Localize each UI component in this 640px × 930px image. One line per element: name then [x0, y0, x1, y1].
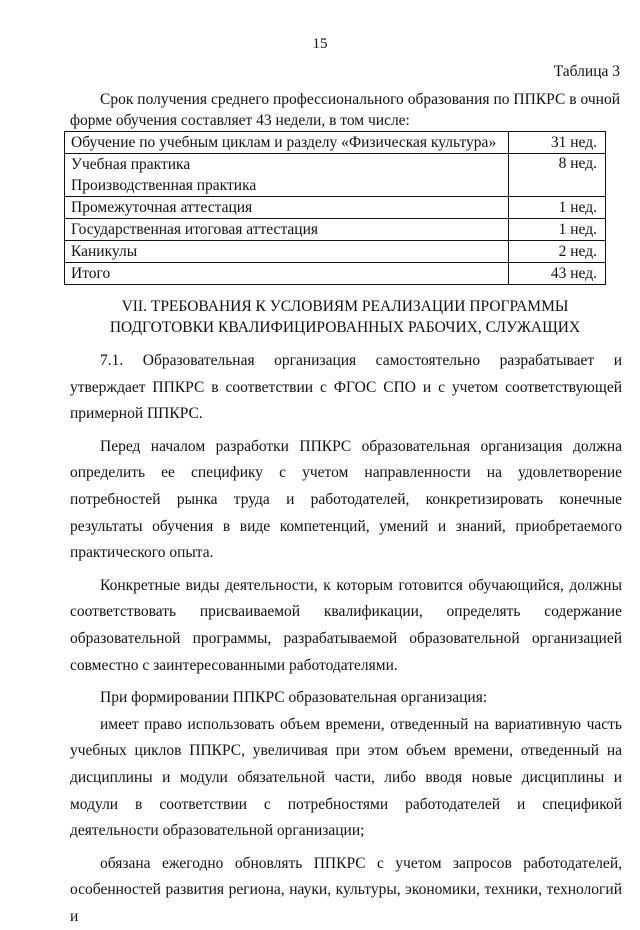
table-cell-name: Обучение по учебным циклам и разделу «Физическая культура»: [65, 132, 509, 154]
table-cell-value: 1 нед.: [509, 219, 606, 241]
section-heading-line: VII. ТРЕБОВАНИЯ К УСЛОВИЯМ РЕАЛИЗАЦИИ ПРОГРАММЫ: [121, 298, 569, 315]
table-row: [65, 154, 606, 176]
table-label: Таблица 3: [553, 63, 620, 80]
paragraph: 7.1. Образовательная организация самостоятельно разрабатывает и утверждает ППКРС в соответствии с ФГОС СПО и с учетом соответствующей примерной ППКРС.: [70, 352, 622, 423]
paragraph: обязана ежегодно обновлять ППКРС с учетом запросов работодателей, особенностей развития региона, науки, культуры, экономики, техники, технологий и: [70, 854, 622, 925]
table-row: [65, 132, 606, 154]
section-heading-line: ПОДГОТОВКИ КВАЛИФИЦИРОВАННЫХ РАБОЧИХ, СЛУЖАЩИХ: [109, 319, 581, 336]
paragraph: Конкретные виды деятельности, к которым готовится обучающийся, должны соответствовать присваиваемой квалификации, определять содержание образовательной программы, разрабатываемой образовательной организацией совместно с заинтересованными работодателями.: [70, 576, 622, 674]
table-cell-name: Учебная практика: [65, 154, 509, 176]
table-cell-name: Государственная итоговая аттестация: [65, 219, 509, 241]
table-cell-name: Каникулы: [65, 241, 509, 263]
table-cell-value: 31 нед.: [509, 132, 606, 154]
table-cell-name: Промежуточная аттестация: [65, 197, 509, 219]
paragraph: При формировании ППКРС образовательная организация:: [100, 689, 488, 707]
table-row: [65, 219, 606, 241]
intro-paragraph: Срок получения среднего профессионального образования по ППКРС в очной форме обучения составляет 43 недели, в том числе:: [70, 91, 620, 129]
table-cell-name: Производственная практика: [65, 175, 509, 197]
table-row: [65, 241, 606, 263]
paragraph: Перед началом разработки ППКРС образовательная организация должна определить ее специфику с учетом направленности на удовлетворение потребностей рынка труда и работодателей, конкретизировать конечные результаты обучения в виде компетенций, умений и знаний, приобретаемого практического опыта.: [70, 437, 622, 562]
section-heading: [70, 296, 620, 338]
table-cell-value: 8 нед.: [509, 154, 606, 197]
table-cell-value: 43 нед.: [509, 263, 606, 285]
table-cell-name: Итого: [65, 263, 509, 285]
paragraph: имеет право использовать объем времени, отведенный на вариативную часть учебных циклов ППКРС, увеличивая при этом объем времени, отведенный на дисциплины и модули обязательной части, либо вводя новые дисциплины и модули в соответствии с потребностями работодателей и спецификой деятельности образовательной организации;: [70, 715, 622, 840]
table-cell-value: 1 нед.: [509, 197, 606, 219]
page-number: 15: [312, 36, 328, 52]
table-row: [65, 263, 606, 285]
duration-table: [64, 131, 606, 285]
table-row: [65, 197, 606, 219]
table-cell-value: 2 нед.: [509, 241, 606, 263]
body-text: [70, 348, 622, 930]
